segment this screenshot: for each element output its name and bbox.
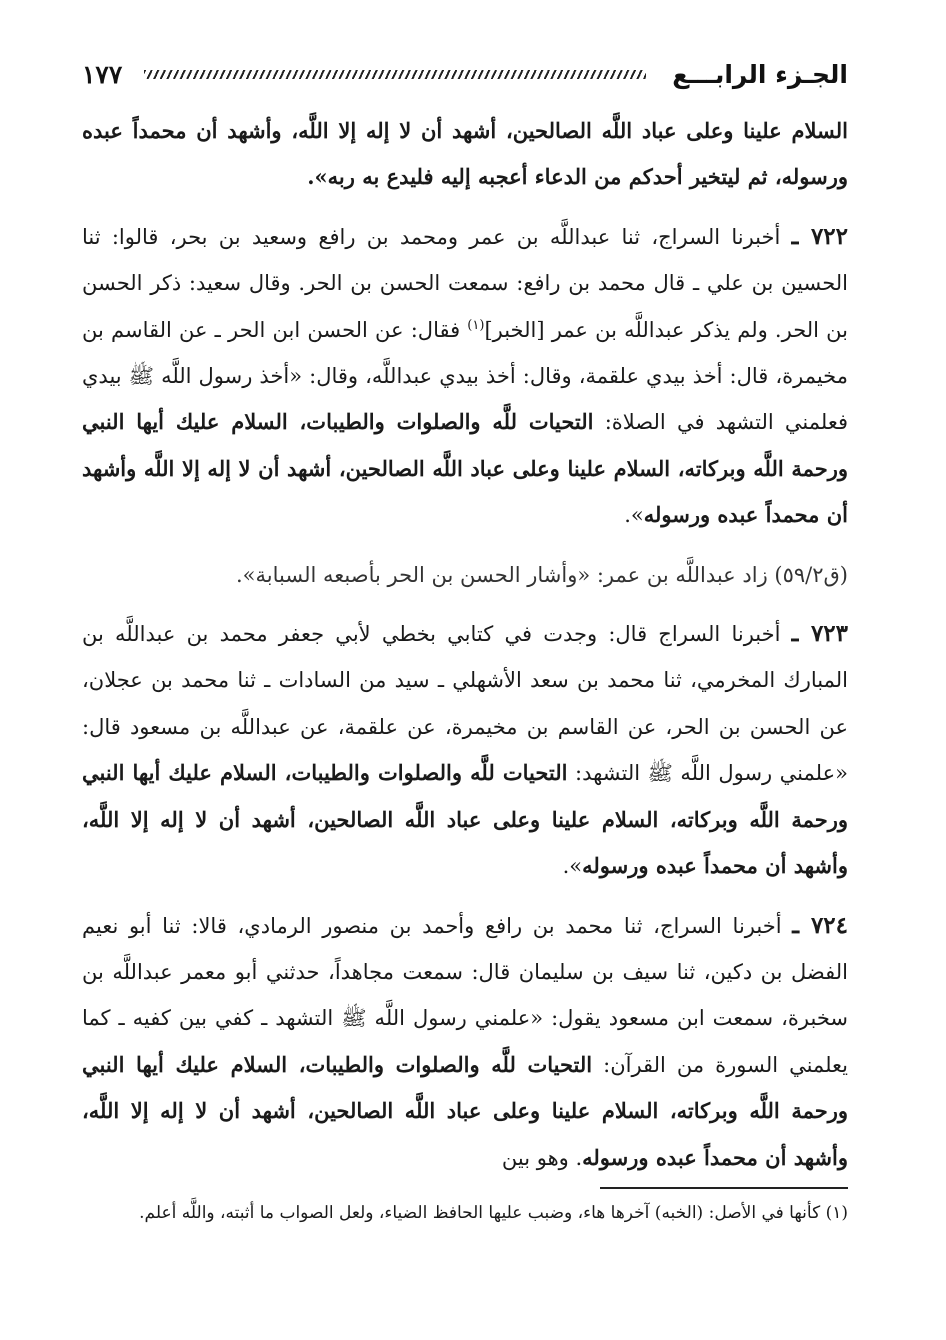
hadith-number: ٧٢٤ ـ bbox=[792, 911, 848, 939]
hadith-text: أخبرنا السراج، ثنا عبداللَّه بن عمر ومحمد بن رافع وسعيد بن بحر، قالوا: ثنا الحسين بن علي ـ قال محمد بن رافع: سمعت الحسن بن الحر. وقال سعيد: ذكر الحسن بن الحر. ولم يذكر عبداللَّه بن عمر [الخبر] bbox=[82, 224, 848, 342]
hadith-end: . وهو بين bbox=[501, 1145, 583, 1170]
hadith-end: ». bbox=[624, 503, 644, 528]
paragraph-continuation bbox=[82, 108, 848, 201]
footnote-rule bbox=[600, 1187, 848, 1189]
hadith-722 bbox=[82, 214, 848, 539]
hadith-text: أخبرنا السراج قال: وجدت في كتابي بخطي لأبي جعفر محمد بن عبداللَّه بن المبارك المخرمي، ثنا محمد بن سعد الأشهلي ـ سيد من السادات ـ ثنا محمد بن عجلان، عن الحسن بن الحر، عن القاسم بن مخيمرة، عن علقمة، عن عبداللَّه بن مسعود قال: «علمني رسول اللَّه ﷺ التشهد: bbox=[82, 622, 848, 786]
running-title: الجـزء الرابـــع bbox=[672, 59, 848, 89]
bold-text: السلام علينا وعلى عباد اللَّه الصالحين، أشهد أن لا إله إلا اللَّه، وأشهد أن محمداً عبده ورسوله، ثم ليتخير أحدكم من الدعاء أعجبه إليه فليدع به ربه». bbox=[82, 118, 848, 190]
footnotes bbox=[82, 1187, 848, 1229]
hadith-end: ». bbox=[562, 854, 583, 879]
hadith-722-addition bbox=[82, 552, 848, 598]
hadith-number: ٧٢٣ ـ bbox=[791, 620, 848, 648]
hadith-723 bbox=[82, 611, 848, 889]
bold-text: التحيات للَّه والصلوات والطيبات، السلام عليك أيها النبي ورحمة اللَّه وبركاته، السلام علينا وعلى عباد اللَّه الصالحين، أشهد أن لا إله إلا اللَّه، وأشهد أن محمداً عبده ورسوله bbox=[82, 760, 848, 879]
page-number: ١٧٧ bbox=[82, 59, 123, 89]
hadith-text: فقال: عن الحسن ابن الحر ـ عن القاسم بن مخيمرة، قال: أخذ بيدي علقمة، وقال: أخذ بيدي عبداللَّه، وقال: «أخذ رسول اللَّه ﷺ بيدي فعلمني التشهد في الصلاة: bbox=[82, 317, 849, 435]
main-text bbox=[82, 108, 848, 1181]
bold-text: التحيات للَّه والصلوات والطيبات، السلام عليك أيها النبي ورحمة اللَّه وبركاته، السلام علينا وعلى عباد اللَّه الصالحين، أشهد أن لا إله إلا اللَّه وأشهد أن محمداً عبده ورسوله bbox=[82, 409, 848, 528]
hadith-text: أخبرنا السراج، ثنا محمد بن رافع وأحمد بن منصور الرمادي، قالا: ثنا أبو نعيم الفضل بن دكين، ثنا سيف بن سليمان قال: سمعت مجاهداً، حدثني أبو معمر عبداللَّه بن سخبرة، سمعت ابن مسعود يقول: «علمني رسول اللَّه ﷺ التشهد ـ كفي بين كفيه ـ كما يعلمني السورة من القرآن: bbox=[82, 913, 848, 1077]
hadith-724 bbox=[82, 903, 848, 1181]
hadith-number: ٧٢٢ ـ bbox=[791, 222, 848, 250]
manuscript-ref-text: (ق٥٩/٢) زاد عبداللَّه بن عمر: «وأشار الحسن بن الحر بأصبعه السبابة». bbox=[236, 562, 848, 587]
bold-text: التحيات للَّه والصلوات والطيبات، السلام عليك أيها النبي ورحمة اللَّه وبركاته، السلام علينا وعلى عباد اللَّه الصالحين، أشهد أن لا إله إلا اللَّه، وأشهد أن محمداً عبده ورسوله bbox=[82, 1051, 848, 1170]
footnote-1: (١) كأنها في الأصل: (الخبه) آخرها هاء، وضبب عليها الحافظ الضياء، ولعل الصواب ما أثبته، واللَّه أعلم. bbox=[139, 1203, 848, 1223]
footnote-marker[interactable]: (١) bbox=[467, 317, 485, 333]
page-header bbox=[82, 52, 848, 96]
header-rule bbox=[144, 70, 646, 79]
